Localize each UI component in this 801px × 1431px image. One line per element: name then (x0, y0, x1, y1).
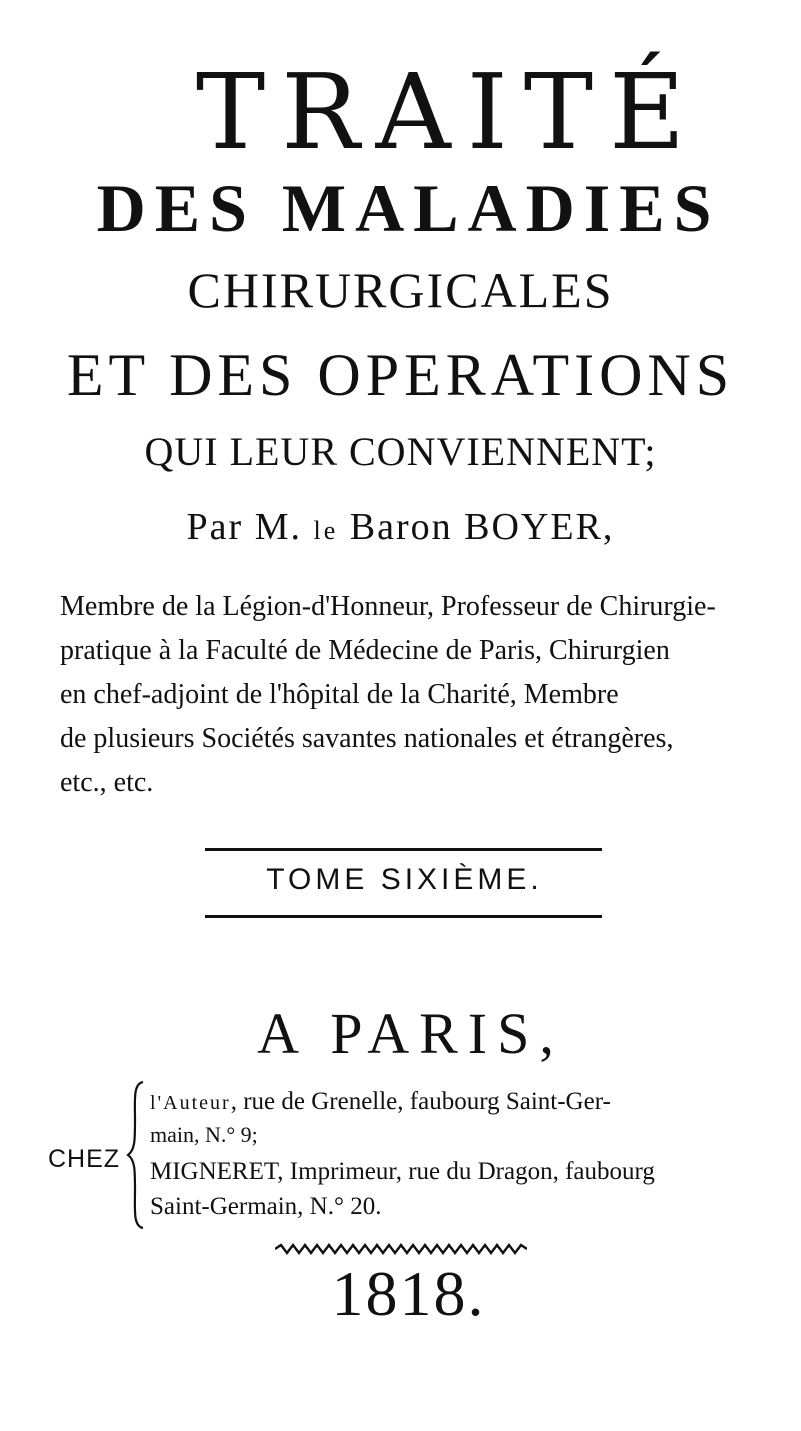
publisher-line-1 (150, 1088, 611, 1116)
chez-label: CHEZ (48, 1145, 121, 1173)
author-line (0, 508, 801, 546)
description-line-5: etc., etc. (60, 767, 154, 798)
description-line-2: pratique à la Faculté de Médecine de Paris, Chirurgien (60, 635, 670, 666)
curly-brace-icon (125, 1080, 147, 1230)
publisher-line-3: MIGNERET, Imprimeur, rue du Dragon, faubourg (150, 1158, 655, 1185)
publisher-line-4: Saint-Germain, N.° 20. (150, 1193, 382, 1220)
description-line-4: de plusieurs Sociétés savantes nationales et étrangères, (60, 723, 674, 754)
place-of-publication: A PARIS, (257, 1001, 564, 1066)
title-chirurgicales: CHIRURGICALES (187, 262, 614, 318)
volume-rule-bottom (205, 915, 602, 918)
description-line-1: Membre de la Légion-d'Honneur, Professeur de Chirurgie- (60, 591, 716, 622)
title-et-des-operations: ET DES OPERATIONS (66, 342, 735, 408)
description-line-3: en chef-adjoint de l'hôpital de la Charité, Membre (60, 679, 619, 710)
title-traite: TRAITÉ (195, 51, 702, 173)
title-des-maladies: DES MALADIES (96, 170, 721, 246)
publisher-line-1-rest: , rue de Grenelle, faubourg Saint-Ger- (230, 1088, 611, 1115)
volume-rule-top (205, 848, 602, 851)
author-m: M. (254, 506, 302, 548)
author-baron: Baron (349, 506, 453, 548)
title-qui-leur-conviennent: QUI LEUR CONVIENNENT; (144, 429, 657, 474)
publisher-line-2: main, N.° 9; (150, 1122, 258, 1147)
publisher-l-auteur: l'Auteur (150, 1092, 231, 1114)
publication-year: 1818. (331, 1258, 486, 1329)
volume-label: TOME SIXIÈME. (266, 863, 543, 896)
ornamental-rule (275, 1243, 527, 1255)
author-le: le (313, 516, 339, 545)
author-name: BOYER, (464, 506, 615, 548)
author-par: Par (186, 506, 244, 548)
